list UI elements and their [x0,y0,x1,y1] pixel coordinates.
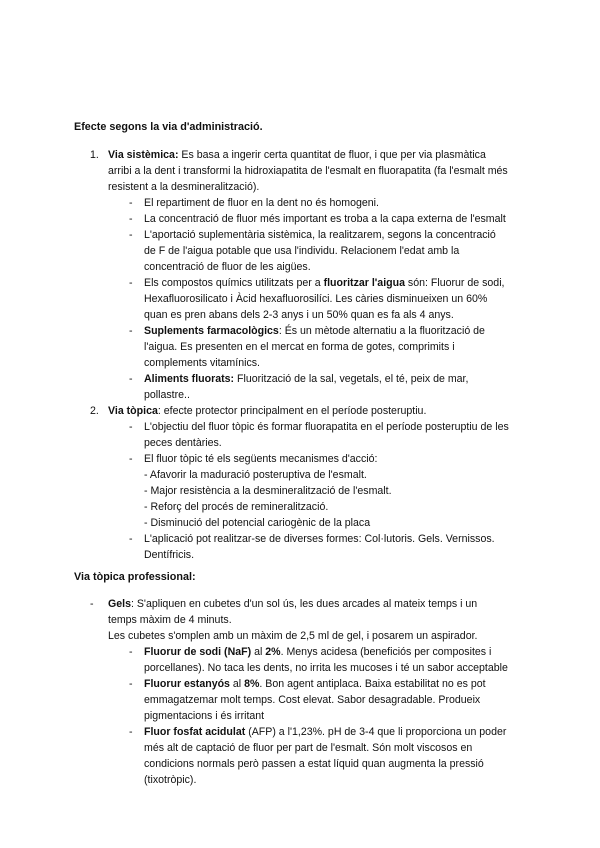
text-span: Fluorització de la sal, vegetals, el té, peix de mar, [234,373,469,385]
dash-bullet: - [129,678,133,690]
dash-bullet: - [129,453,133,465]
bullet-text: L'aplicació pot realitzar-se de diverses formes: Col·lutoris. Gels. Vernissos. [144,533,495,545]
bullet-text: peces dentàries. [144,437,222,449]
dash-bullet: - [129,421,133,433]
text-line: arribi a la dent i transformi la hidroxiapatita de l'esmalt en fluorapatita (fa l'esmalt més [108,165,508,177]
bullet-text: - Disminució del potencial cariogènic de la placa [144,517,371,529]
bold-term: Fluorur estanyós [144,678,230,690]
section-heading: Via tòpica professional: [74,571,196,583]
bullet-text: porcellanes). No taca les dents, no irrita les mucoses i té un sabor acceptable [144,662,508,674]
bullet-text: condicions normals però passen a estat líquid quan augmenta la pressió [144,758,484,770]
section-heading: Efecte segons la via d'administració. [74,121,263,133]
bold-term: Aliments fluorats: [144,373,235,385]
dash-bullet: - [129,373,133,385]
bullet-text: complements vitamínics. [144,357,260,369]
bold-term: Fluor fosfat acidulat [144,726,246,738]
bullet-text [144,677,486,693]
bullet-text [144,324,485,340]
bullet-text: Les cubetes s'omplen amb un màxim de 2,5 ml de gel, i posarem un aspirador. [108,630,478,642]
text-span: Els compostos químics utilitzats per a [144,277,324,289]
text-span: (AFP) a l'1,23%. pH de 3-4 que li proporciona un poder [245,726,507,738]
bullet-text: Hexafluorosilicato i Àcid hexafluorosilíci. Les càries disminueixen un 60% [144,293,488,305]
bullet-text: (tixotròpic). [144,774,197,786]
item-title: Via sistèmica: [108,149,179,161]
list-item-text [108,404,426,420]
list-number: 1. [90,149,99,161]
bullet-text [108,597,477,613]
bullet-text: El repartiment de fluor en la dent no és homogeni. [144,197,379,209]
bullet-text: pigmentacions i és irritant [144,710,265,722]
bullet-text: l'aigua. Es presenten en el mercat en forma de gotes, comprimits i [144,341,455,353]
text-span: al [251,646,266,658]
bold-term: Fluorur de sodi (NaF) [144,646,252,658]
text-span: : És un mètode alternatiu a la fluorització de [278,325,485,337]
bullet-text [144,725,506,741]
dash-bullet: - [129,277,133,289]
bullet-text: quan es pren abans dels 2-3 anys i un 50% quan es fa als 4 anys. [144,309,454,321]
dash-bullet: - [129,197,133,209]
text-line: resistent a la desmineralització). [108,181,260,193]
bullet-text [144,645,491,661]
text-line: Es basa a ingerir certa quantitat de fluor, i que per via plasmàtica [178,149,486,161]
bullet-text: El fluor tòpic té els següents mecanismes d'acció: [144,453,378,465]
bullet-text: pollastre.. [144,389,190,401]
bold-term: 2% [265,646,281,658]
bullet-text: temps màxim de 4 minuts. [108,614,232,626]
text-span: al [229,678,245,690]
list-item-text [108,148,486,164]
bold-term: 8% [244,678,260,690]
bullet-text: més alt de captació de fluor per part de l'esmalt. Són molt viscosos en [144,742,473,754]
text-span: són: Fluorur de sodi, [404,277,505,289]
dash-bullet: - [129,646,133,658]
bold-term: Suplements farmacològics [144,325,279,337]
dash-bullet: - [129,213,133,225]
bold-term: Gels [108,598,131,610]
dash-bullet: - [129,229,133,241]
bullet-text: - Reforç del procés de remineralització. [144,501,329,513]
dash-bullet: - [129,533,133,545]
bullet-text: Dentífricis. [144,549,195,561]
bullet-text: concentració de fluor de les aigües. [144,261,311,273]
bullet-text: emmagatzemar molt temps. Cost elevat. Sabor desagradable. Produeix [144,694,481,706]
dash-bullet: - [129,325,133,337]
bullet-text: La concentració de fluor més important es troba a la capa externa de l'esmalt [144,213,506,225]
text-span: : S'apliquen en cubetes d'un sol ús, les dues arcades al mateix temps i un [130,598,478,610]
text-span: . Bon agent antiplaca. Baixa estabilitat no es pot [259,678,486,690]
bullet-text: L'aportació suplementària sistèmica, la realitzarem, segons la concentració [144,229,496,241]
dash-bullet: - [90,598,94,610]
bullet-text [144,276,505,292]
dash-bullet: - [129,726,133,738]
text-span: . Menys acidesa (beneficiós per composites i [280,646,492,658]
bullet-text [144,372,468,388]
bullet-text: - Afavorir la maduració posteruptiva de l'esmalt. [144,469,367,481]
list-number: 2. [90,405,99,417]
text-span: : efecte protector principalment en el període posteruptiu. [157,405,427,417]
bullet-text: L'objectiu del fluor tòpic és formar fluorapatita en el període posteruptiu de les [144,421,509,433]
item-title: Via tòpica [108,405,158,417]
bullet-text: de F de l'aigua potable que usa l'individu. Relacionem l'edat amb la [144,245,460,257]
bold-term: fluoritzar l'aigua [323,277,405,289]
bullet-text: - Major resistència a la desmineralització de l'esmalt. [144,485,392,497]
